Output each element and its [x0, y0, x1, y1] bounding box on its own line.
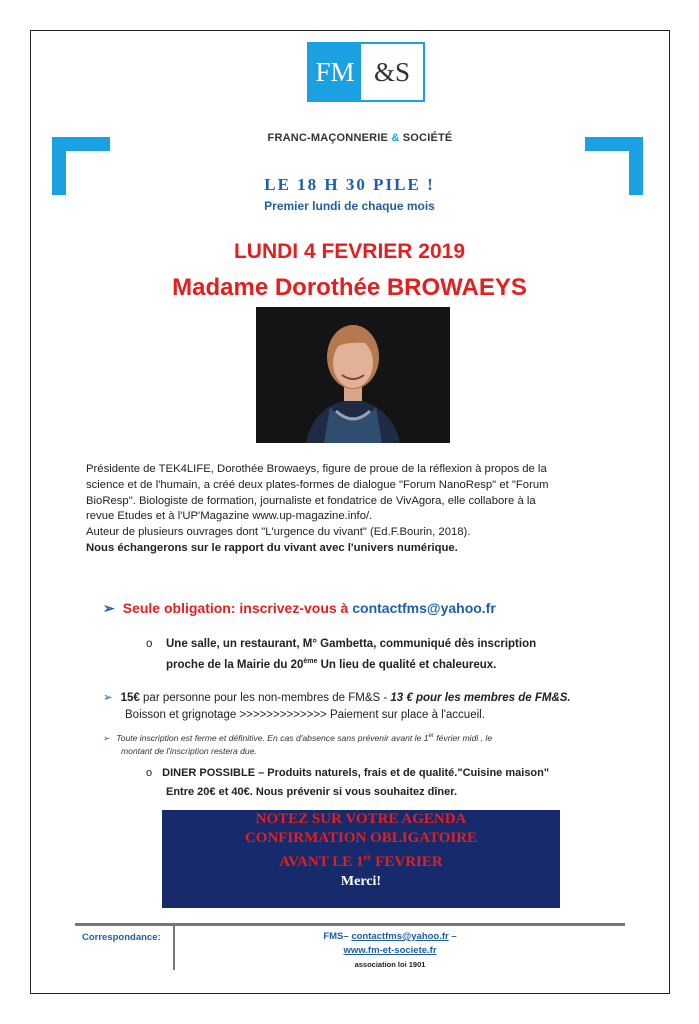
agenda-ordinal: er — [363, 852, 372, 862]
footer-email-link[interactable]: contactfms@yahoo.fr — [351, 931, 449, 942]
bio-line: science et de l'humain, a créé deux plates-formes de dialogue "Forum NanoResp" et "Forum — [86, 478, 549, 491]
note-line-1-rest: février midi , le — [433, 732, 493, 743]
logo-amp-s: &S — [361, 44, 423, 100]
member-price: 13 € pour les membres de FM&S. — [390, 692, 571, 704]
speaker-name: Madame Dorothée BROWAEYS — [172, 274, 527, 301]
bio-closing: Nous échangerons sur le rapport du vivant avec l'univers numérique. — [86, 541, 458, 554]
note-line-1-text: Toute inscription est ferme et définitive. En cas d'absence sans prévenir avant le 1 — [116, 732, 429, 743]
footer-contact-line-2 — [280, 944, 500, 958]
bio-line: Présidente de TEK4LIFE, Dorothée Browaeys, figure de proue de la réflexion à propos de la — [86, 463, 547, 475]
diner-line-2: Entre 20€ et 40€. Nous prévenir si vous souhaitez dîner. — [166, 786, 457, 798]
price-amount: 15€ — [120, 692, 140, 704]
venue-line-1: Une salle, un restaurant, M° Gambetta, communiqué dès inscription — [166, 638, 537, 650]
speaker-photo — [256, 307, 450, 443]
venue-line-2 — [166, 653, 616, 674]
logo-caption — [230, 132, 490, 144]
diner-line-1-text: DINER POSSIBLE – Produits naturels, frais et de qualité."Cuisine maison" — [162, 767, 550, 779]
cancellation-note — [103, 730, 633, 758]
agenda-line-3-rest: FEVRIER — [371, 854, 443, 870]
footer-website-link[interactable]: www.fm-et-societe.fr — [343, 945, 437, 956]
pricing-info — [103, 690, 663, 724]
price-line-1 — [103, 690, 663, 707]
circle-bullet-icon: o — [146, 767, 153, 779]
circle-bullet-icon: o — [146, 638, 153, 650]
footer-contact — [280, 930, 500, 972]
bio-line: revue Etudes et à l'UP'Magazine www.up-magazine.info/. — [86, 510, 373, 523]
note-line-1 — [103, 730, 633, 745]
venue-info — [146, 636, 616, 674]
bio-line: BioResp". Biologiste de formation, journaliste et fondatrice de VivAgora, elle collabore à la — [86, 494, 536, 507]
footer-separator — [173, 926, 175, 970]
agenda-line-1: NOTEZ SUR VOTRE AGENDA — [255, 811, 467, 827]
footer-dash: – — [448, 931, 457, 942]
arrow-bullet-icon: ➢ — [103, 692, 113, 704]
logo-fm: FM — [309, 44, 361, 100]
fms-logo — [307, 42, 425, 102]
footer-divider — [75, 923, 625, 926]
footer-contact-line-1 — [280, 930, 500, 944]
note-line-2: montant de l'inscription restera due. — [121, 745, 257, 756]
venue-line-2-rest: Un lieu de qualité et chaleureux. — [317, 658, 497, 671]
headline: LE 18 H 30 PILE ! — [264, 175, 435, 194]
bio-line: Auteur de plusieurs ouvrages dont "L'urgence du vivant" (Ed.F.Bourin, 2018). — [86, 526, 471, 539]
registration-obligation — [103, 600, 663, 617]
footer-fms-prefix: FMS– — [323, 931, 352, 942]
speaker-bio — [86, 462, 646, 557]
agenda-thanks: Merci! — [340, 874, 382, 889]
speaker-portrait — [256, 307, 450, 443]
agenda-line-3 — [162, 848, 560, 872]
price-line-2-text: Boisson et grignotage >>>>>>>>>>>>> Paiement sur place à l'accueil. — [125, 709, 485, 721]
footer-correspondance-label: Correspondance: — [82, 932, 161, 943]
venue-ordinal: ème — [303, 658, 318, 665]
event-date: LUNDI 4 FEVRIER 2019 — [233, 240, 466, 263]
price-text: par personne pour les non-membres de FM&S - — [139, 692, 391, 704]
agenda-box — [162, 810, 560, 908]
agenda-line-2: CONFIRMATION OBLIGATOIRE — [244, 830, 478, 846]
arrow-bullet-icon: ➢ — [103, 600, 115, 616]
diner-line-1 — [146, 764, 606, 783]
venue-line-2-text: proche de la Mairie du 20 — [166, 658, 304, 671]
logo-caption-amp: & — [391, 132, 400, 144]
subheadline: Premier lundi de chaque mois — [264, 199, 435, 213]
diner-info — [146, 764, 606, 802]
agenda-line-3-text: AVANT LE 1 — [279, 854, 364, 870]
obligation-text: Seule obligation: inscrivez-vous à — [122, 600, 353, 616]
arrow-bullet-icon: ➢ — [103, 732, 111, 743]
footer-association: association loi 1901 — [354, 960, 426, 969]
logo-caption-part2: SOCIÉTÉ — [399, 132, 453, 144]
logo-caption-part1: FRANC-MAÇONNERIE — [267, 132, 392, 144]
price-line-2 — [125, 707, 663, 724]
obligation-email-link[interactable]: contactfms@yahoo.fr — [352, 600, 496, 616]
note-ordinal: er — [428, 733, 434, 739]
